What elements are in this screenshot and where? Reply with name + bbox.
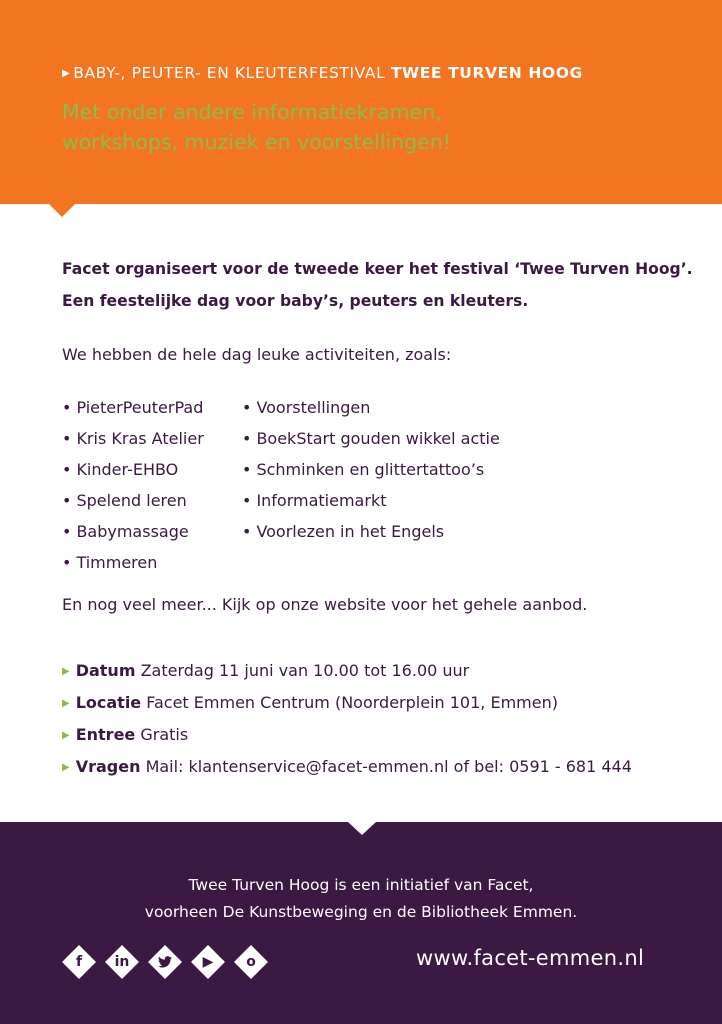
triangle-bullet-icon: ▶ bbox=[62, 666, 70, 677]
youtube-button[interactable] bbox=[191, 945, 225, 979]
intro-text bbox=[62, 253, 702, 317]
instagram-button[interactable] bbox=[234, 945, 268, 979]
activities-list-left bbox=[62, 392, 204, 578]
fact-entry bbox=[62, 719, 632, 751]
list-item: • Informatiemarkt bbox=[242, 485, 500, 516]
activities-lead: We hebben de hele dag leuke activiteiten, zoals: bbox=[62, 345, 452, 364]
subtitle-line: workshops, muziek en voorstellingen! bbox=[62, 130, 451, 154]
header-pointer bbox=[48, 203, 76, 217]
fact-label: Datum bbox=[75, 661, 136, 680]
list-item: • Kris Kras Atelier bbox=[62, 423, 204, 454]
fact-location bbox=[62, 687, 632, 719]
list-item: • Voorlezen in het Engels bbox=[242, 516, 500, 547]
activities-list-right bbox=[242, 392, 500, 547]
fact-value[interactable]: Mail: klantenservice@facet-emmen.nl of bel: 0591 - 681 444 bbox=[145, 757, 632, 776]
list-item: • Voorstellingen bbox=[242, 392, 500, 423]
list-item: • Timmeren bbox=[62, 547, 204, 578]
fact-value: Facet Emmen Centrum (Noorderplein 101, Emmen) bbox=[146, 693, 558, 712]
triangle-bullet-icon: ▶ bbox=[62, 730, 70, 741]
subtitle-line: Met onder andere informatiekramen, bbox=[62, 100, 442, 124]
intro-line: Een feestelijke dag voor baby’s, peuters en kleuters. bbox=[62, 292, 529, 310]
event-facts bbox=[62, 655, 632, 783]
fact-label: Locatie bbox=[75, 693, 142, 712]
fact-value: Gratis bbox=[140, 725, 189, 744]
fact-date bbox=[62, 655, 632, 687]
facebook-button[interactable] bbox=[62, 945, 96, 979]
instagram-icon: o bbox=[246, 954, 256, 970]
kicker-strong: TWEE TURVEN HOOG bbox=[390, 64, 583, 82]
footer-line: Twee Turven Hoog is een initiatief van Facet, bbox=[188, 876, 534, 894]
fact-label: Entree bbox=[75, 725, 136, 744]
twitter-button[interactable] bbox=[148, 945, 182, 979]
list-item: • Schminken en glittertattoo’s bbox=[242, 454, 500, 485]
list-item: • Kinder-EHBO bbox=[62, 454, 204, 485]
intro-line: Facet organiseert voor de tweede keer het festival ‘Twee Turven Hoog’. bbox=[62, 260, 693, 278]
fact-questions bbox=[62, 751, 632, 783]
social-links bbox=[62, 945, 268, 979]
list-item: • Spelend leren bbox=[62, 485, 204, 516]
more-info-text: En nog veel meer... Kijk op onze website voor het gehele aanbod. bbox=[62, 595, 588, 614]
twitter-icon bbox=[148, 945, 182, 979]
linkedin-icon: in bbox=[114, 954, 130, 970]
website-link[interactable]: www.facet-emmen.nl bbox=[416, 946, 645, 970]
footer-text bbox=[0, 872, 722, 926]
header-subtitle bbox=[62, 97, 582, 157]
festival-kicker bbox=[62, 64, 583, 82]
list-item: • PieterPeuterPad bbox=[62, 392, 204, 423]
youtube-icon: ▶ bbox=[202, 954, 214, 970]
footer-notch bbox=[348, 822, 376, 835]
facebook-icon: f bbox=[75, 954, 83, 970]
list-item: • Babymassage bbox=[62, 516, 204, 547]
triangle-bullet-icon: ▶ bbox=[62, 762, 70, 773]
fact-label: Vragen bbox=[75, 757, 141, 776]
linkedin-button[interactable] bbox=[105, 945, 139, 979]
triangle-bullet-icon: ▶ bbox=[62, 68, 71, 79]
kicker-prefix: BABY-, PEUTER- EN KLEUTERFESTIVAL bbox=[73, 64, 386, 82]
footer-line: voorheen De Kunstbeweging en de Bibliotheek Emmen. bbox=[144, 903, 578, 921]
triangle-bullet-icon: ▶ bbox=[62, 698, 70, 709]
list-item: • BoekStart gouden wikkel actie bbox=[242, 423, 500, 454]
fact-value: Zaterdag 11 juni van 10.00 tot 16.00 uur bbox=[140, 661, 470, 680]
